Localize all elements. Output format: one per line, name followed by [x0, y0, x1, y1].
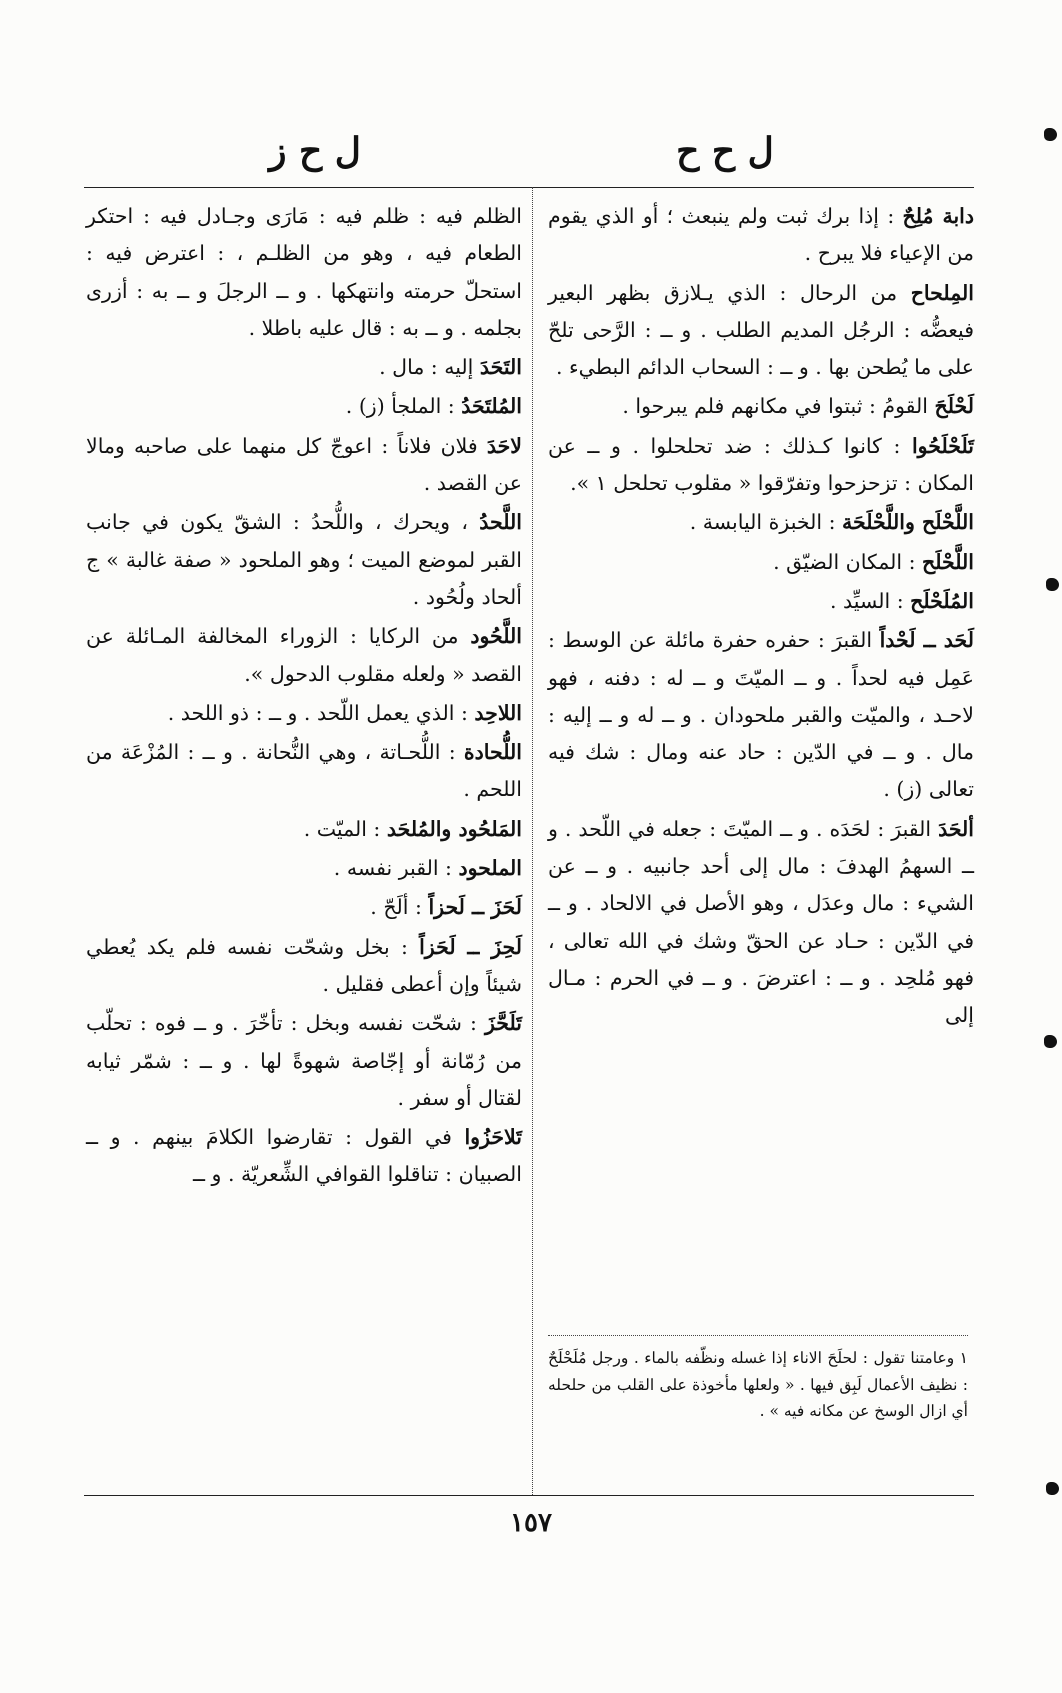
- entry: [86, 1005, 522, 1117]
- header-root-left: ل ح ز: [269, 130, 361, 172]
- definition: إليه : مال .: [379, 355, 480, 380]
- right-column: [548, 198, 974, 1037]
- headword: التَحَدَ: [479, 355, 522, 380]
- headword: تَلَحْلَحُوا: [911, 433, 974, 458]
- headword: دابة مُلِحٌ: [902, 204, 974, 228]
- headword: ألحَدَ: [938, 816, 974, 841]
- definition: : السيِّد .: [830, 588, 911, 613]
- entry: [86, 618, 522, 693]
- top-rule: [84, 187, 974, 188]
- footnote-rule: [548, 1335, 968, 1336]
- footnote: ١ وعامتنا تقول : لحلَحَ الاناء إذا غسله ونظّفه بالماء . ورجل مُلَحْلَحٌ : نظيف الأعمال لَبِق فيها . « ولعلها مأخوذة على القلب من حلحله أي ازال الوسخ عن مكانه فيه » .: [548, 1349, 968, 1421]
- definition: من الرحال : الذي يـلازق بظهر البعير فيعضُّه : الرجُل المديم الطلب . و ــ : الرَّحى تلحّ على ما يُطحن بها . و ــ : السحاب الدائم البطيء .: [548, 280, 974, 380]
- headword: المُلتَحَدُ: [461, 394, 522, 419]
- definition: : ألَحّ .: [370, 895, 429, 920]
- bottom-rule: [84, 1495, 974, 1496]
- definition: : اللُّحـاتة ، وهي النُّحانة . و ــ : المُزْعَة من اللحم .: [86, 740, 522, 802]
- entry: [548, 428, 974, 503]
- entry: [86, 428, 522, 503]
- definition: القومُ : ثبتوا في مكانهم فلم يبرحوا .: [622, 394, 935, 419]
- headword: تَلَحَّزَ: [484, 1011, 522, 1036]
- entry: [86, 929, 522, 1004]
- entry: [548, 583, 974, 620]
- left-column: [86, 198, 522, 1196]
- headword: الملحود: [458, 856, 522, 881]
- headword: المَلحُود والمُلحَد: [386, 816, 522, 841]
- definition: : الذي يعمل اللّحد . و ــ : ذو اللحد .: [167, 700, 475, 725]
- entry: [86, 349, 522, 386]
- headword: اللَّحْلَح: [922, 549, 974, 574]
- entry: [86, 734, 522, 809]
- definition: من الركايا : الزوراء المخالفة المـائلة عن القصد « ولعله مقلوب الدحول ».: [86, 624, 522, 686]
- entry: [548, 622, 974, 808]
- definition: ، ويحرك ، واللُّحدُ : الشقّ يكون في جانب القبر لموضع الميت ؛ وهو الملحود « صفة غالبة » ج ألحاد ولُحُود .: [86, 510, 522, 609]
- entry: [86, 198, 522, 347]
- definition: : شحّت نفسه وبخل : تأخّرَ . و ــ فوه : تحلّب من رُمّانة أو إجّاصة شهوةً لها . و ــ : شمّر ثيابه لقتال أو سفر .: [86, 1011, 522, 1110]
- entry: [548, 198, 974, 273]
- definition: الظلم فيه : ظلم فيه : مَارَى وجـادل فيه : احتكر الطعام فيه ، وهو من الظلـم ، : اعترض فيه : استحلّ حرمته وانتهكها . و ــ الرجلَ و ــ به : أزرى بجلمه . و ــ به : قال عليه باطلا .: [86, 204, 522, 340]
- definition: : القبر نفسه .: [333, 856, 459, 881]
- binding-hole-mark: [1046, 578, 1059, 591]
- binding-hole-mark: [1046, 1482, 1059, 1495]
- headword: اللَّحْلَح واللَّحْلَحَة: [842, 510, 974, 535]
- headword: لاحَدَ: [486, 433, 522, 458]
- definition: : الخبزة اليابسة .: [689, 510, 842, 535]
- definition: : إذا برك ثبت ولم ينبعث ؛ أو الذي يقوم من الإعياء فلا يبرح .: [548, 204, 974, 266]
- definition: : كانوا كـذلك : ضد تحلحلوا . و ــ عن المكان : تزحزحوا وتفرّقوا « مقلوب تحلحل ١ ».: [548, 433, 974, 496]
- entry: [86, 388, 522, 425]
- definition: فلان فلاناً : اعوجّ كل منهما على صاحبه ومالا عن القصد .: [86, 433, 522, 496]
- headword: المِلحاح: [910, 280, 974, 305]
- entry: [86, 811, 522, 848]
- headword: اللَّحدُ: [479, 510, 522, 535]
- definition: القبرَ : لحَدَه . و ــ الميّتَ : جعله في اللّحد . و ــ السهمُ الهدفَ : مال إلى أحد جانبيه . و ــ عن الشيء : مال وعدَل ، وهو الأصل في الالحاد . و ــ في الدّين : حـاد عن الحقّ وشك في الله تعالى ، فهو مُلحِد . و ــ : اعترضَ . و ــ في الحرم : مـال إلى: [548, 816, 974, 1028]
- entry: [86, 695, 522, 732]
- entry: [548, 388, 974, 425]
- headword: تَلاحَزُوا: [464, 1125, 522, 1150]
- headword: لَحِزَ ــ لَحَزاً: [419, 934, 523, 959]
- entry: [548, 275, 974, 387]
- headword: اللُّحادة: [463, 740, 522, 765]
- header-root-right: ل ح ح: [676, 130, 774, 172]
- definition: : الميّت .: [303, 816, 387, 841]
- headword: لَحَزَ ــ لَحزاً: [428, 895, 522, 920]
- page-number: ١٥٧: [510, 1508, 552, 1538]
- definition: في القول : تقارضوا الكلامَ بينهم . و ــ الصبيان : تناقلوا القوافي الشِّعريّة . و ــ: [86, 1125, 522, 1187]
- entry: [548, 544, 974, 581]
- definition: : المكان الضيّق .: [773, 549, 923, 574]
- binding-hole-mark: [1044, 128, 1057, 141]
- entry: [548, 504, 974, 541]
- headword: لَحْلَحَ: [934, 394, 974, 419]
- headword: لَحَد ــ لَحْداً: [879, 628, 974, 653]
- entry: [86, 889, 522, 926]
- entry: [548, 811, 974, 1035]
- entry: [86, 850, 522, 887]
- definition: القبرَ : حفره حفرة مائلة عن الوسط : عَمِل فيه لحداً . و ــ الميّتَ و ــ له : دفنه ، فهو لاحـد ، والميّت والقبر ملحودان . و ــ له و ــ إليه : مال . و ــ في الدّين : حاد عنه ومال : شك فيه تعالى (ز) .: [548, 628, 974, 802]
- binding-hole-mark: [1044, 1035, 1057, 1048]
- definition: : الملجأ (ز) .: [345, 394, 462, 419]
- entry: [86, 504, 522, 616]
- definition: : بخل وشحّت نفسه فلم يكد يُعطي شيئاً وإن أعطى فقليل .: [86, 934, 522, 996]
- headword: اللَّحُود: [470, 624, 522, 649]
- headword: المُلَحْلَح: [910, 588, 974, 613]
- entry: [86, 1119, 522, 1194]
- headword: اللاحِد: [474, 700, 522, 725]
- column-divider: [532, 187, 533, 1495]
